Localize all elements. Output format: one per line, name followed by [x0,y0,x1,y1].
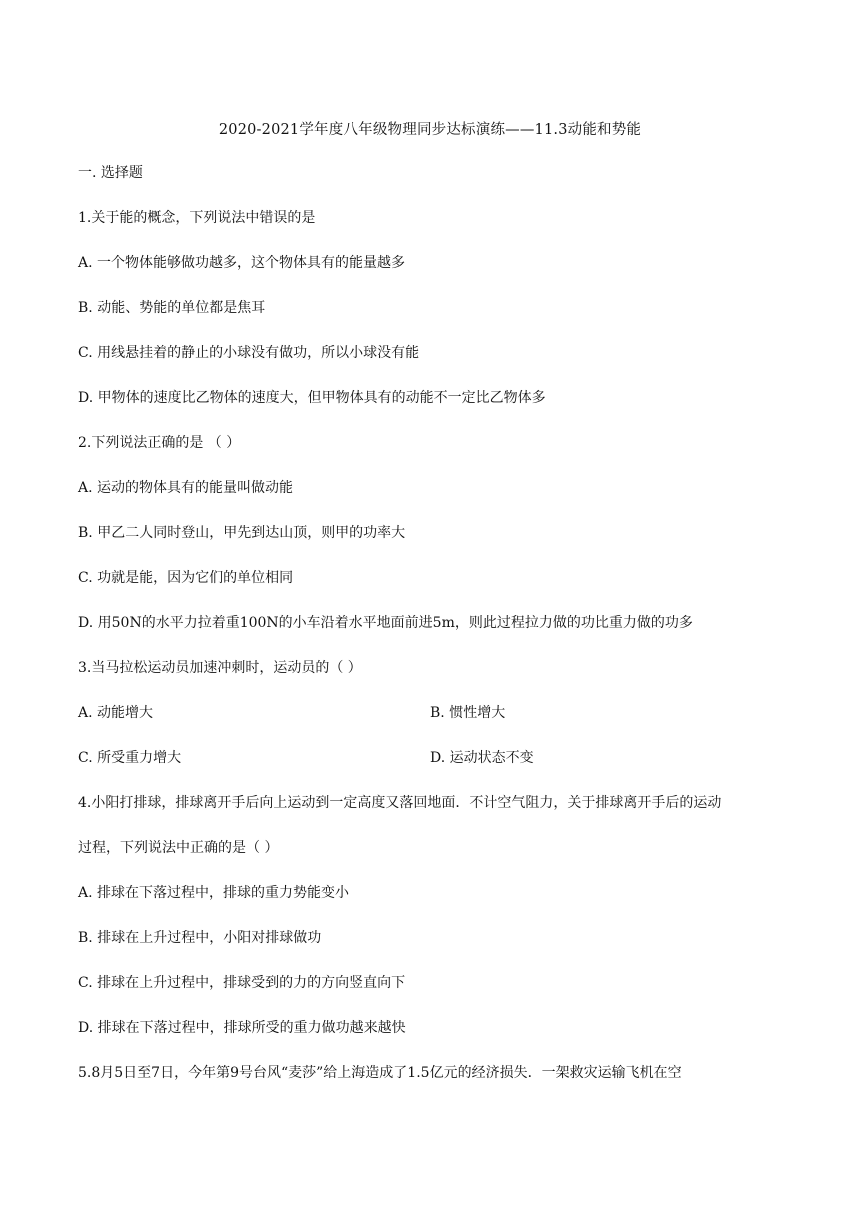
question-2-option-a: A. 运动的物体具有的能量叫做动能 [78,480,294,496]
question-2-option-b: B. 甲乙二人同时登山，甲先到达山顶，则甲的功率大 [78,525,406,541]
question-4-stem-line-1: 4.小阳打排球，排球离开手后向上运动到一定高度又落回地面．不计空气阻力，关于排球离开手后的运动 [78,795,722,811]
section-heading: 一. 选择题 [78,165,143,181]
question-2-stem: 2.下列说法正确的是 （ ） [78,435,241,451]
question-4-option-d: D. 排球在下落过程中，排球所受的重力做功越来越快 [78,1020,406,1036]
document-title: 2020-2021学年度八年级物理同步达标演练——11.3动能和势能 [218,122,642,138]
question-3-option-b: B. 惯性增大 [430,705,506,721]
question-1-stem: 1.关于能的概念，下列说法中错误的是 [78,210,316,226]
question-4-option-a: A. 排球在下落过程中，排球的重力势能变小 [78,885,350,901]
question-1-option-c: C. 用线悬挂着的静止的小球没有做功，所以小球没有能 [78,345,420,361]
question-1-option-b: B. 动能、势能的单位都是焦耳 [78,300,266,316]
question-5-stem-line-1: 5.8月5日至7日，今年第9号台风“麦莎”给上海造成了1.5亿元的经济损失．一架救灾运输飞机在空 [78,1065,682,1081]
question-3-option-d: D. 运动状态不变 [430,750,534,766]
question-4-stem-line-2: 过程，下列说法中正确的是（ ） [78,840,279,856]
question-3-stem: 3.当马拉松运动员加速冲刺时，运动员的（ ） [78,660,362,676]
question-4-option-b: B. 排球在上升过程中，小阳对排球做功 [78,930,322,946]
question-3-option-a: A. 动能增大 [78,705,154,721]
question-3-option-c: C. 所受重力增大 [78,750,182,766]
question-2-option-d: D. 用50N的水平力拉着重100N的小车沿着水平地面前进5m，则此过程拉力做的功比重力做的功多 [78,615,693,631]
question-1-option-d: D. 甲物体的速度比乙物体的速度大，但甲物体具有的动能不一定比乙物体多 [78,390,546,406]
question-4-option-c: C. 排球在上升过程中，排球受到的力的方向竖直向下 [78,975,406,991]
question-2-option-c: C. 功就是能，因为它们的单位相同 [78,570,294,586]
question-1-option-a: A. 一个物体能够做功越多，这个物体具有的能量越多 [78,255,406,271]
